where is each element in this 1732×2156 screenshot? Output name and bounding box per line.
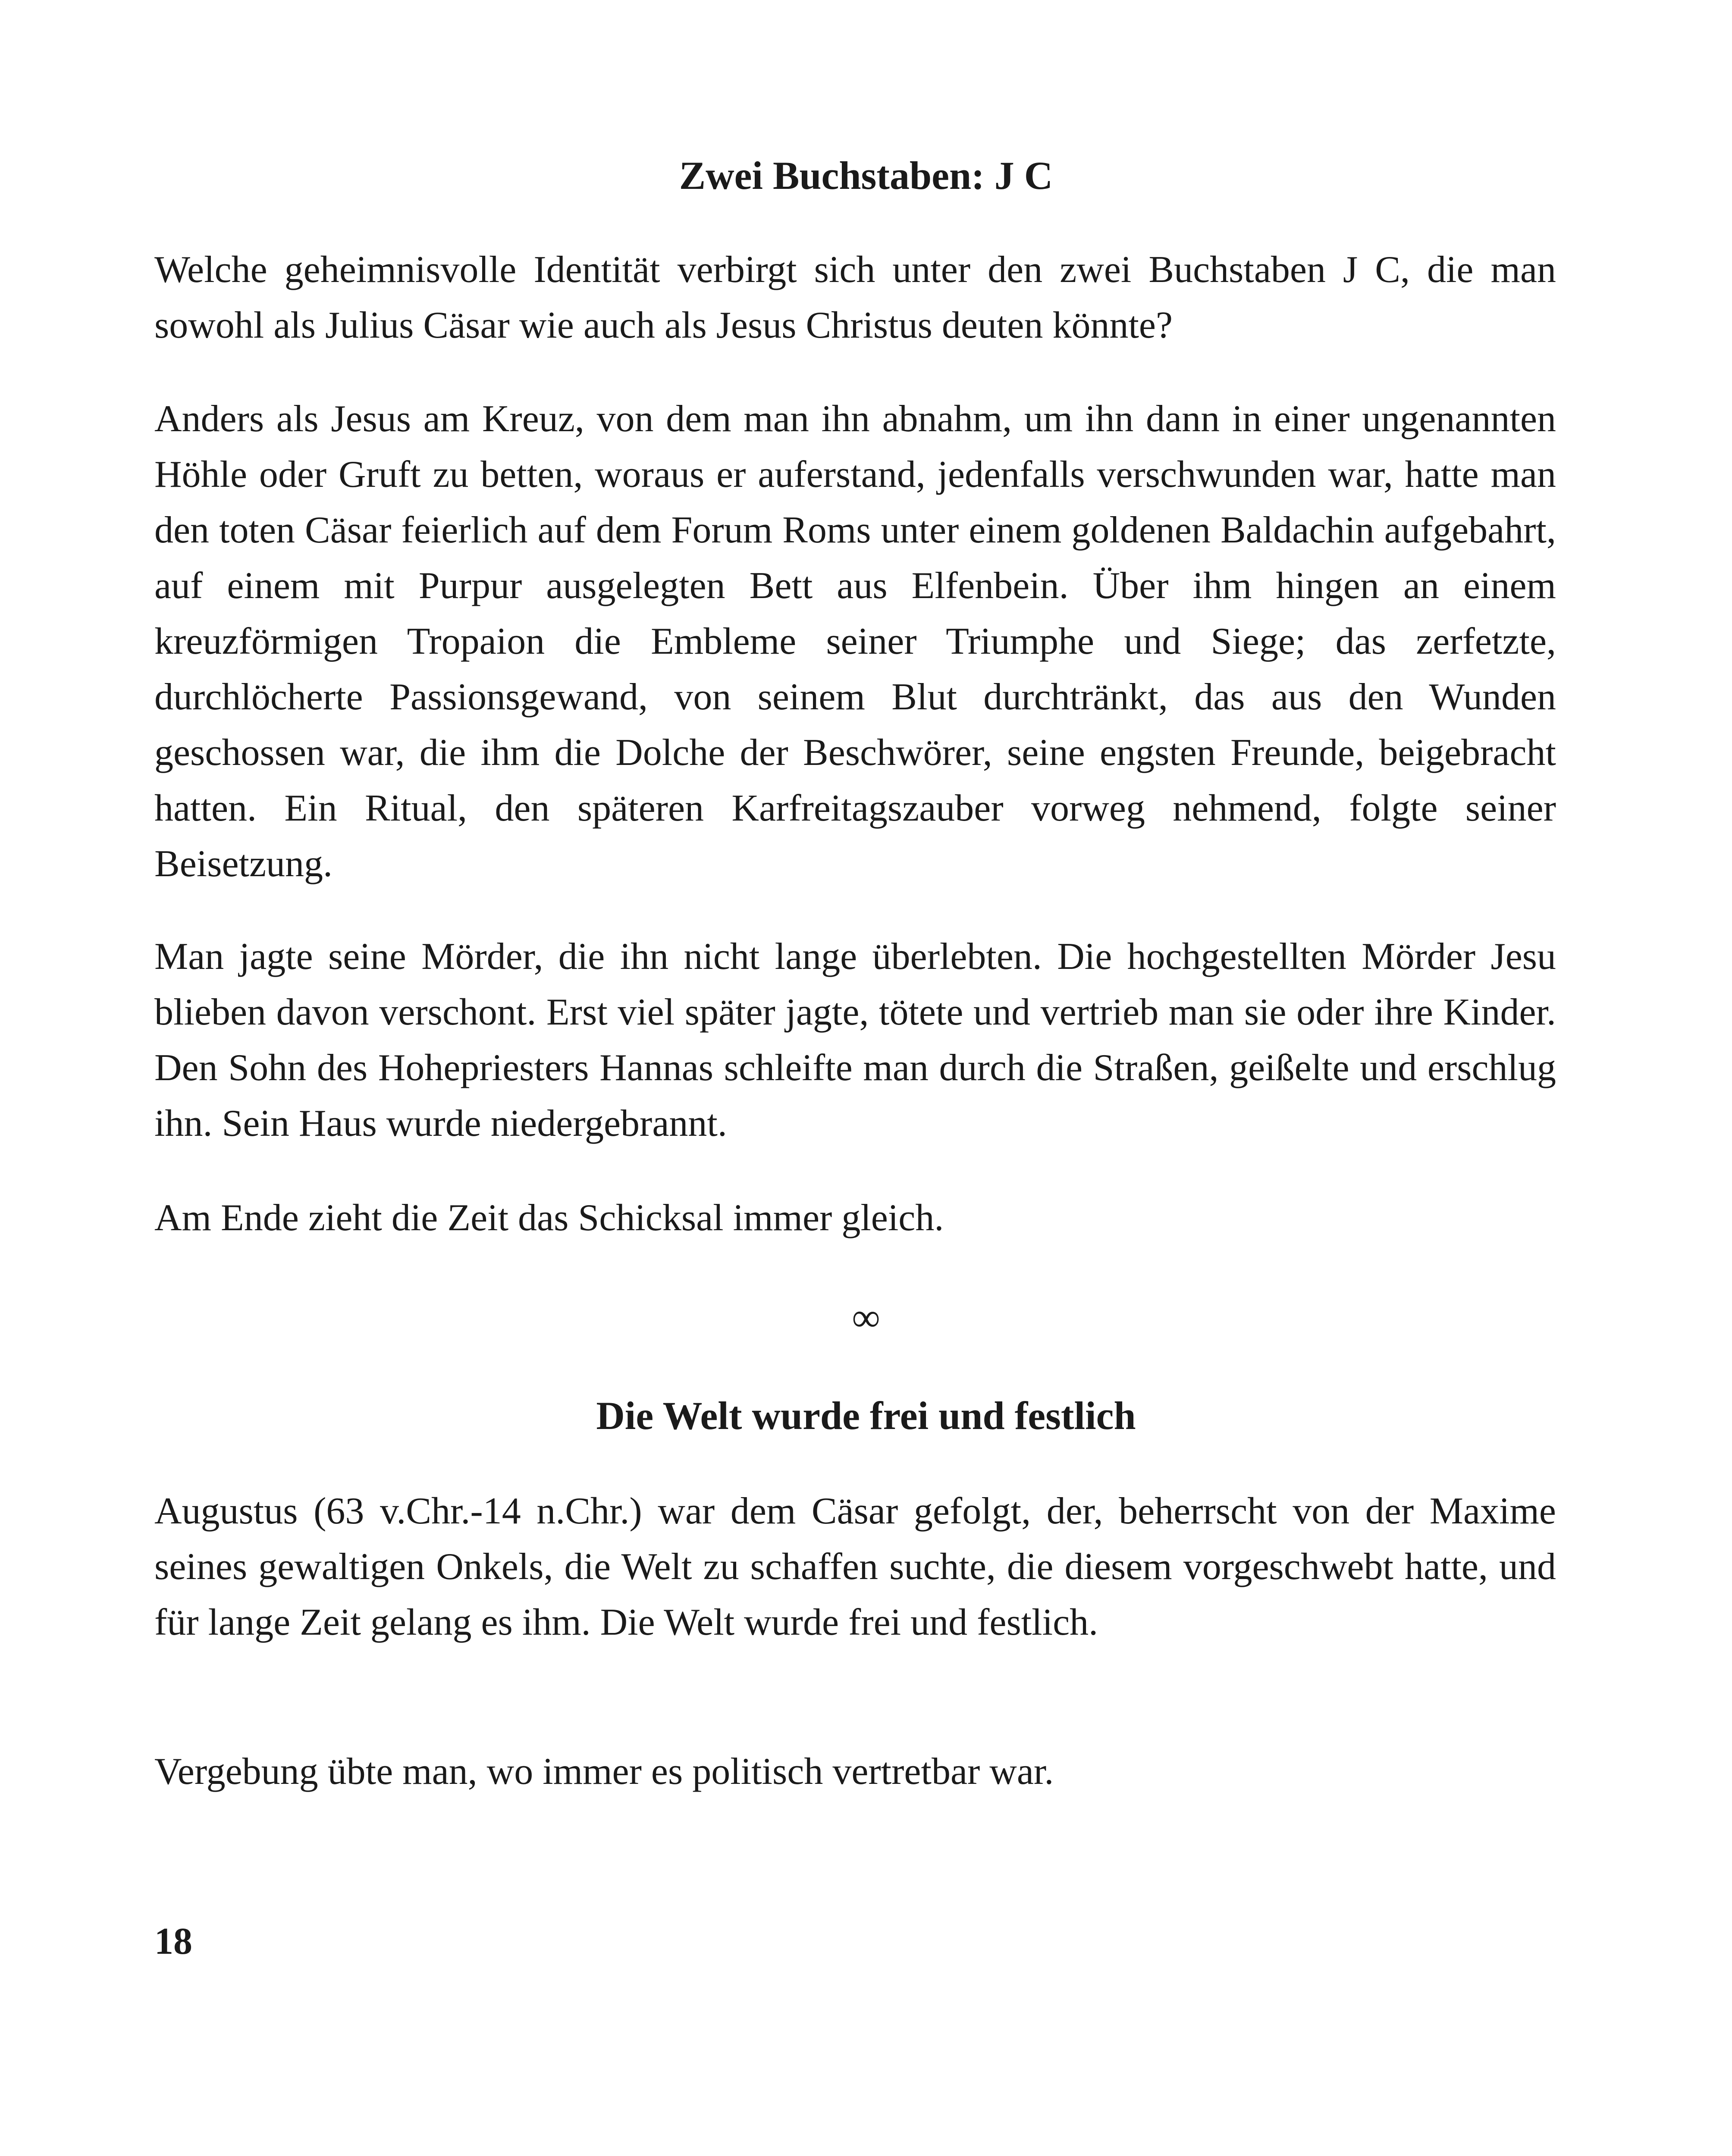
section-heading: Zwei Buchstaben: J C [679, 154, 1053, 197]
section-separator: ∞ [852, 1295, 880, 1339]
paragraph: Welche geheimnisvolle Identität verbirgt sich unter den zwei Buchstaben J C, die man sowohl als Julius Cäsar wie auch als Jesus Christus deuten könnte? [154, 249, 1556, 346]
paragraph: Augustus (63 v.Chr.-14 n.Chr.) war dem Cäsar gefolgt, der, beherrscht von der Maxime seines gewaltigen Onkels, die Welt zu schaffen suchte, die diesem vorgeschwebt hatte, und für lange Zeit gelang es ihm. Die Welt wurde frei und festlich. [154, 1490, 1556, 1643]
paragraph: Vergebung übte man, wo immer es politisch vertretbar war. [154, 1751, 1054, 1792]
paragraph: Man jagte seine Mörder, die ihn nicht lange überlebten. Die hochgestellten Mörder Jesu blieben davon verschont. Erst viel später jagte, tötete und vertrieb man sie oder ihre Kinder. Den Sohn des Hohepriesters Hannas schleifte man durch die Straßen, geißelte und erschlug ihn. Sein Haus wurde niedergebrannt. [154, 936, 1556, 1144]
section-heading: Die Welt wurde frei und festlich [596, 1394, 1136, 1438]
page-number: 18 [154, 1921, 192, 1962]
paragraph: Anders als Jesus am Kreuz, von dem man ihn abnahm, um ihn dann in einer ungenannten Höhle oder Gruft zu betten, woraus er auferstand, jedenfalls verschwunden war, hatte man den toten Cäsar feierlich auf dem Forum Roms unter einem goldenen Baldachin aufgebahrt, auf einem mit Purpur ausgelegten Bett aus Elfenbein. Über ihm hingen an einem kreuzförmigen Tropaion die Embleme seiner Triumphe und Siege; das zerfetzte, durchlöcherte Passionsgewand, von seinem Blut durchtränkt, das aus den Wunden geschossen war, die ihm die Dolche der Beschwörer, seine engsten Freunde, beigebracht hatten. Ein Ritual, den späteren Karfreitagszauber vorweg nehmend, folgte seiner Beisetzung. [154, 398, 1556, 885]
paragraph: Am Ende zieht die Zeit das Schicksal immer gleich. [154, 1197, 944, 1239]
